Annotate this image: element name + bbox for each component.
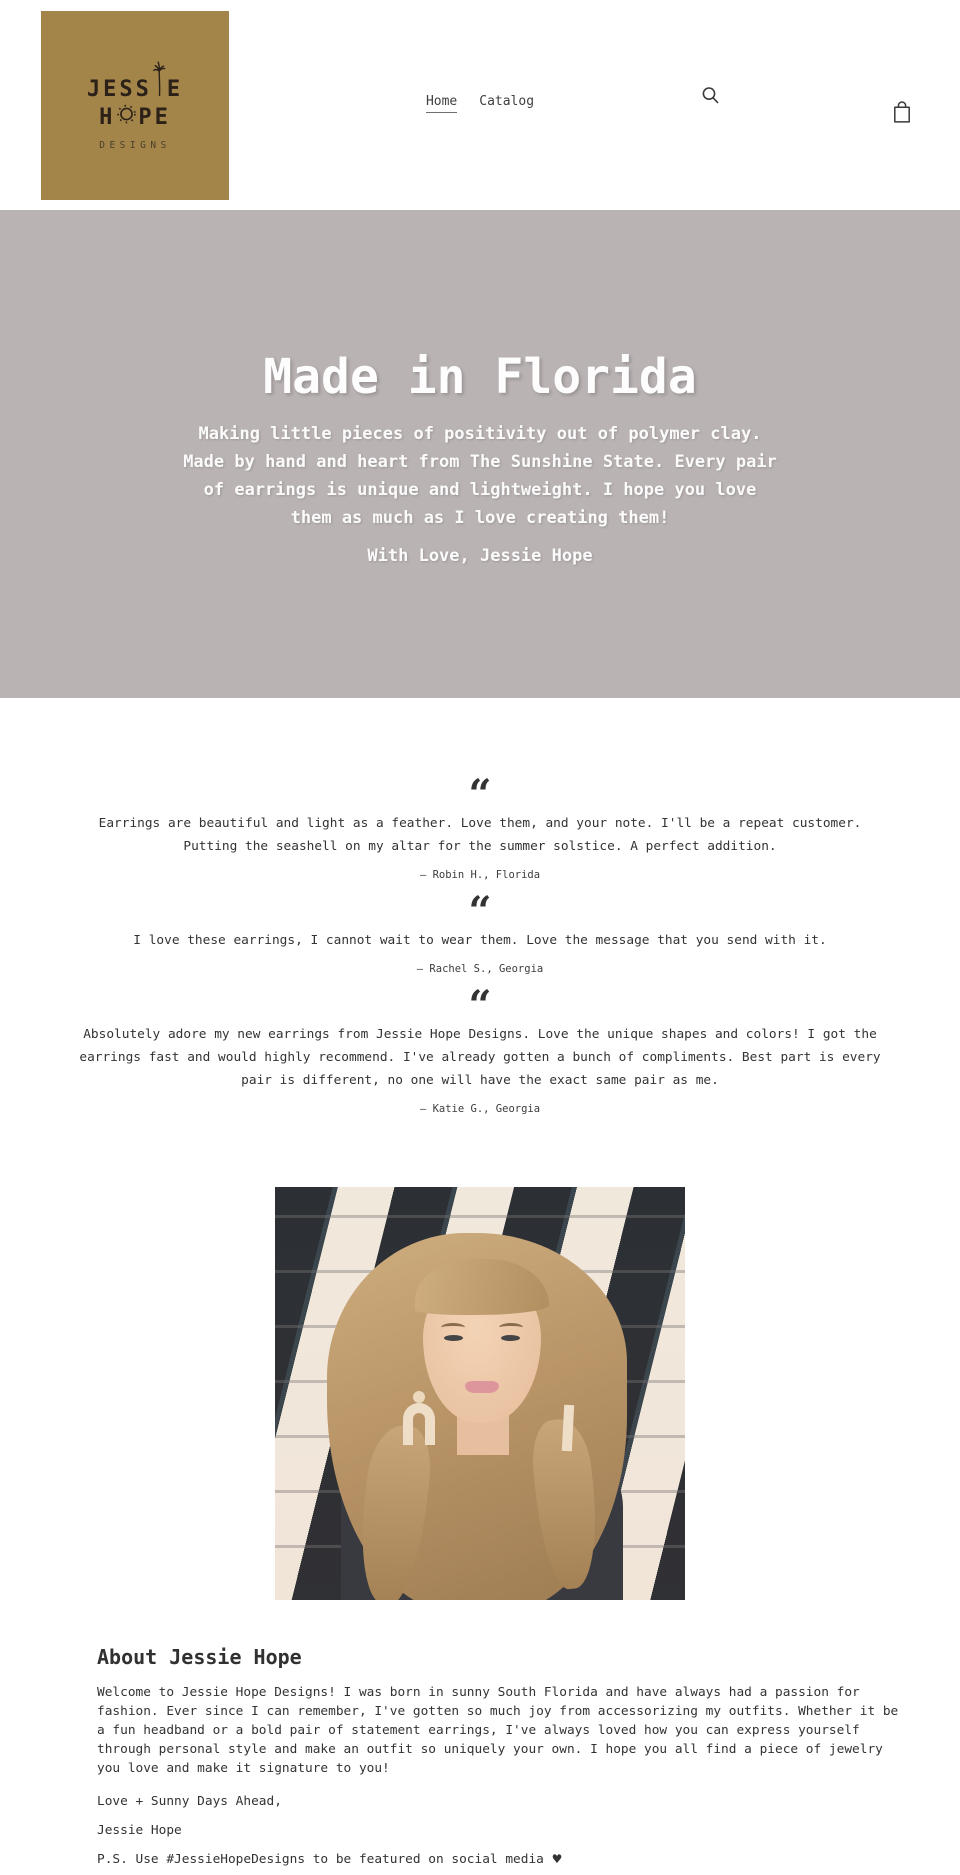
- testimonial-block: [0, 982, 960, 1117]
- about-heading: About Jessie Hope: [97, 1645, 302, 1669]
- logo-text-pe: PE: [138, 105, 171, 130]
- testimonial-block: [0, 888, 960, 977]
- testimonial-author: – Robin H., Florida: [419, 869, 541, 881]
- search-icon[interactable]: [700, 85, 721, 106]
- main-nav: [0, 94, 960, 113]
- site-header: [0, 0, 960, 210]
- heart-icon: ♥: [551, 1852, 563, 1866]
- testimonial-author: – Katie G., Georgia: [419, 1103, 541, 1115]
- cart-bag-icon[interactable]: [891, 100, 913, 125]
- testimonial-quote: Absolutely adore my new earrings from Jessie Hope Designs. Love the unique shapes and colors! I got the earrings fast and would highly recommend. I've already gotten a bunch of compliments. Best part is every pair is different, no one will have the exact same pair as me.: [79, 1027, 881, 1088]
- nav-link-home[interactable]: Home: [426, 94, 457, 113]
- about-body-paragraph: Welcome to Jessie Hope Designs! I was born in sunny South Florida and have always had a passion for fashion. Ever since I can remember, I've gotten so much joy from accessorizing my outfits. Whether it be a fun headband or a bold pair of statement earrings, I've always loved how you can express yourself through personal style and make an outfit so uniquely your own. I hope you all find a piece of jewelry you love and make it signature to you!: [97, 1685, 899, 1776]
- photo-tint-overlay: [275, 1187, 685, 1600]
- testimonial-block: [0, 771, 960, 883]
- nav-link-catalog[interactable]: Catalog: [479, 94, 535, 109]
- portrait-photo: [275, 1187, 685, 1600]
- quote-icon: “: [468, 888, 492, 935]
- quote-icon: “: [468, 771, 492, 818]
- about-ps-text: P.S. Use #JessieHopeDesigns to be featured on social media: [97, 1852, 552, 1867]
- hero-signoff: With Love, Jessie Hope: [367, 546, 593, 566]
- about-section: [97, 1645, 903, 1869]
- testimonial-quote: I love these earrings, I cannot wait to wear them. Love the message that you send with it.: [133, 933, 827, 948]
- testimonials-section: [0, 698, 960, 1117]
- logo-subtitle: DESIGNS: [99, 140, 171, 151]
- about-ps-line: [97, 1850, 903, 1869]
- about-signoff-line1: Love + Sunny Days Ahead,: [97, 1794, 282, 1809]
- hero-subtitle: Making little pieces of positivity out of polymer clay. Made by hand and heart from The Sunshine State. Every pair of earrings is unique and lightweight. I hope you love them as much as I love creating them!: [183, 424, 777, 528]
- testimonial-quote: Earrings are beautiful and light as a feather. Love them, and your note. I'll be a repeat customer. Putting the seashell on my altar for the summer solstice. A perfect addition.: [98, 816, 862, 854]
- about-signoff-line2: Jessie Hope: [97, 1823, 182, 1838]
- quote-icon: “: [468, 982, 492, 1029]
- testimonial-author: – Rachel S., Georgia: [416, 963, 544, 975]
- hero-title: Made in Florida: [263, 349, 697, 405]
- logo-text-h: H: [99, 105, 116, 130]
- hero-banner: [0, 210, 960, 698]
- logo-text-e: E: [166, 77, 184, 102]
- logo-text-jess: JESS: [86, 77, 152, 102]
